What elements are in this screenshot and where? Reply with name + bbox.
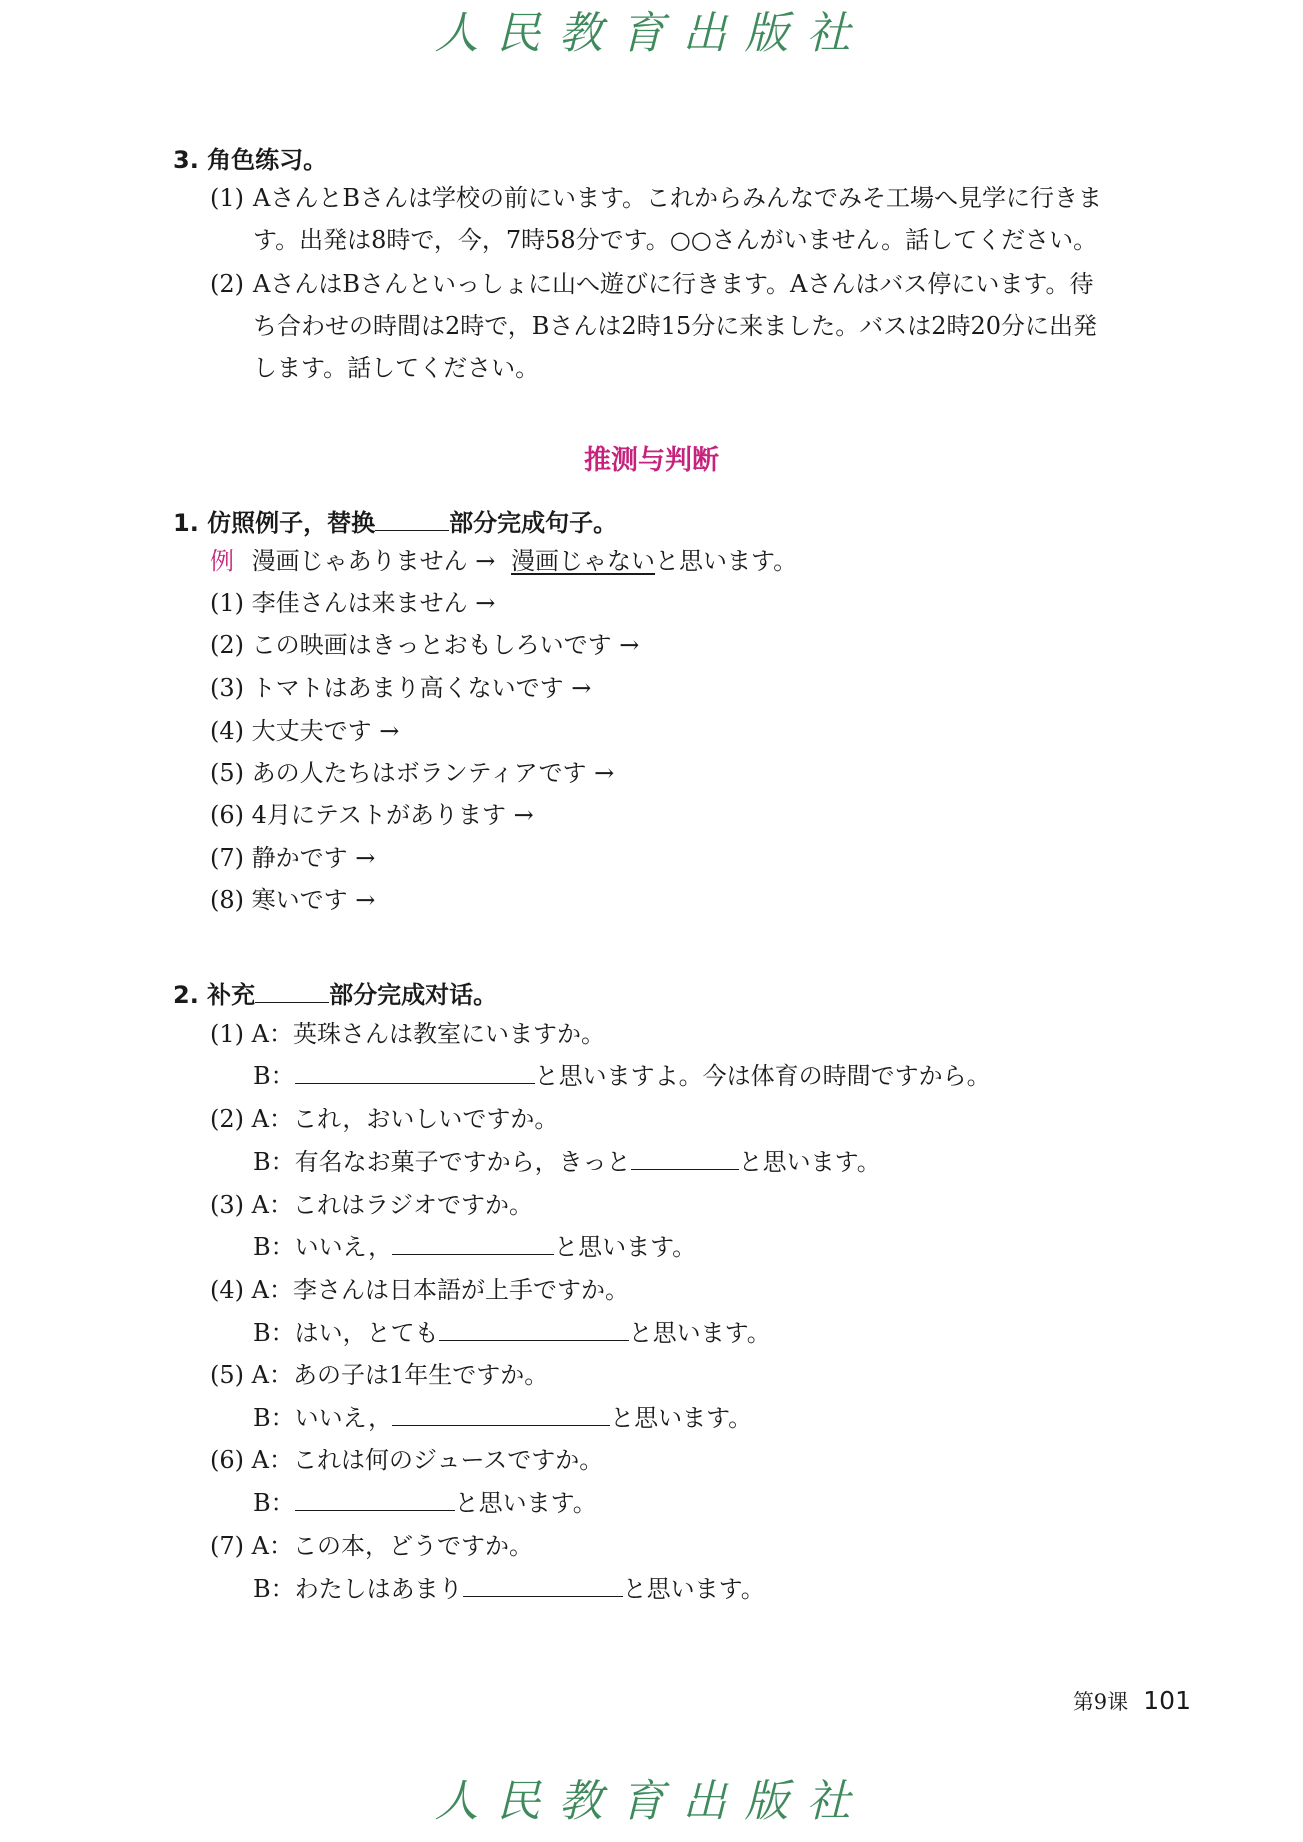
dialogue-b-before: B：有名なお菓子ですから，きっと	[253, 1148, 631, 1176]
exercise1-item	[210, 755, 614, 791]
dialogue-b	[253, 1058, 991, 1094]
answer-blank[interactable]	[295, 1488, 455, 1511]
item-num: (7)	[210, 1532, 244, 1560]
dialogue-b-before: B：	[253, 1489, 295, 1517]
dialogue-b-before: B：いいえ，	[253, 1233, 393, 1261]
item-text: 大丈夫です →	[251, 717, 400, 745]
answer-blank[interactable]	[392, 1232, 554, 1255]
dialogue-b	[253, 1229, 696, 1265]
item-num: (5)	[210, 1361, 244, 1389]
item-num: (6)	[210, 801, 244, 829]
answer-blank[interactable]	[295, 1061, 535, 1084]
dialogue-a	[210, 1442, 603, 1478]
item-text: 4月にテストがあります →	[251, 801, 534, 829]
page-footer	[1073, 1686, 1191, 1716]
role-play-item-1-line-2: す。出発は8時で，今，7時58分です。○○さんがいません。話してください。	[253, 226, 1098, 254]
item-num: (6)	[210, 1446, 244, 1474]
answer-blank[interactable]	[631, 1147, 739, 1170]
dialogue-a	[210, 1187, 533, 1223]
exercise1-title-after: 部分完成句子。	[449, 509, 618, 537]
item-num: (5)	[210, 759, 244, 787]
dialogue-a	[210, 1528, 533, 1564]
item-num: (8)	[210, 886, 244, 914]
dialogue-b-before: B：はい，とても	[253, 1319, 439, 1347]
item-num: (4)	[210, 717, 244, 745]
role-play-item-2-line-3: します。話してください。	[253, 354, 540, 382]
item-num: (1)	[210, 1020, 244, 1048]
publisher-footer-logo: 人民教育出版社	[434, 1776, 869, 1827]
example-label: 例	[210, 547, 234, 575]
title-blank	[255, 980, 329, 1003]
exercise1-item	[210, 627, 639, 663]
lesson-label: 第9课	[1072, 1690, 1129, 1714]
dialogue-b	[253, 1571, 765, 1607]
dialogue-b-after: と思います。	[454, 1489, 597, 1517]
example-answer: 漫画じゃない	[511, 547, 656, 575]
item-text: この映画はきっとおもしろいです →	[251, 631, 640, 659]
item-text: あの人たちはボランティアです →	[251, 759, 615, 787]
dialogue-b-after: と思います。	[554, 1233, 697, 1261]
answer-blank[interactable]	[439, 1318, 629, 1341]
dialogue-b	[253, 1400, 752, 1436]
exercise2-title-after: 部分完成对话。	[329, 981, 498, 1009]
dialogue-b-after: と思いますよ。今は体育の時間ですから。	[534, 1062, 991, 1090]
item-num: (2)	[210, 631, 244, 659]
exercise1-item	[210, 797, 534, 833]
dialogue-a-text: A：英珠さんは教室にいますか。	[251, 1020, 605, 1048]
item-num: (1)	[210, 589, 244, 617]
answer-blank[interactable]	[392, 1403, 610, 1426]
answer-blank[interactable]	[463, 1574, 623, 1597]
role-play-item-2-num: (2)	[210, 270, 244, 298]
dialogue-b-before: B：わたしはあまり	[253, 1575, 463, 1603]
dialogue-b-after: と思います。	[628, 1319, 771, 1347]
example-prompt: 漫画じゃありません →	[251, 547, 496, 575]
role-play-item-2-line-2: ち合わせの時間は2時で，Bさんは2時15分に来ました。バスは2時20分に出発	[253, 312, 1098, 340]
dialogue-b-before: B：	[253, 1062, 295, 1090]
dialogue-a-text: A：これ，おいしいですか。	[251, 1105, 559, 1133]
dialogue-a-text: A：これはラジオですか。	[251, 1191, 533, 1219]
exercise1-item	[210, 670, 591, 706]
exercise1-item	[210, 840, 375, 876]
item-num: (2)	[210, 1105, 244, 1133]
dialogue-a-text: A：あの子は1年生ですか。	[251, 1361, 549, 1389]
exercise2-title	[173, 975, 497, 1010]
publisher-header: 人民教育出版社	[434, 8, 869, 59]
item-num: (3)	[210, 1191, 244, 1219]
dialogue-a	[210, 1272, 629, 1308]
item-num: (4)	[210, 1276, 244, 1304]
dialogue-b	[253, 1485, 597, 1521]
exercise1-title	[173, 503, 617, 538]
page-number: 101	[1143, 1686, 1191, 1715]
item-text: 静かです →	[251, 844, 376, 872]
dialogue-b-after: と思います。	[622, 1575, 765, 1603]
dialogue-a-text: A：これは何のジュースですか。	[251, 1446, 604, 1474]
dialogue-b-before: B：いいえ，	[253, 1404, 393, 1432]
example-row	[210, 543, 797, 579]
exercise1-item	[210, 585, 495, 621]
dialogue-a	[210, 1357, 548, 1393]
example-tail: と思います。	[655, 547, 798, 575]
role-play-item-1-line-1: AさんとBさんは学校の前にいます。これからみんなでみそ工場へ見学に行きま	[253, 184, 1103, 212]
exercise2-title-before: 2. 补充	[173, 981, 256, 1009]
dialogue-b	[253, 1315, 771, 1351]
role-play-item-2-line-1: AさんはBさんといっしょに山へ遊びに行きます。Aさんはバス停にいます。待	[253, 270, 1094, 298]
exercise1-title-before: 1. 仿照例子，替换	[173, 509, 376, 537]
dialogue-b	[253, 1144, 881, 1180]
dialogue-b-after: と思います。	[610, 1404, 753, 1432]
item-text: 李佳さんは来ません →	[251, 589, 496, 617]
role-play-title: 3. 角色练习。	[173, 146, 328, 174]
item-text: 寒いです →	[251, 886, 376, 914]
item-text: トマトはあまり高くないです →	[251, 674, 592, 702]
item-num: (7)	[210, 844, 244, 872]
title-blank	[375, 508, 449, 531]
exercise1-item	[210, 713, 399, 749]
role-play-item-1-num: (1)	[210, 184, 244, 212]
section-title: 推测与判断	[584, 445, 719, 476]
dialogue-a-text: A：この本，どうですか。	[251, 1532, 533, 1560]
item-num: (3)	[210, 674, 244, 702]
dialogue-a	[210, 1101, 558, 1137]
dialogue-a-text: A：李さんは日本語が上手ですか。	[251, 1276, 629, 1304]
exercise1-item	[210, 882, 375, 918]
dialogue-a	[210, 1016, 605, 1052]
dialogue-b-after: と思います。	[738, 1148, 881, 1176]
